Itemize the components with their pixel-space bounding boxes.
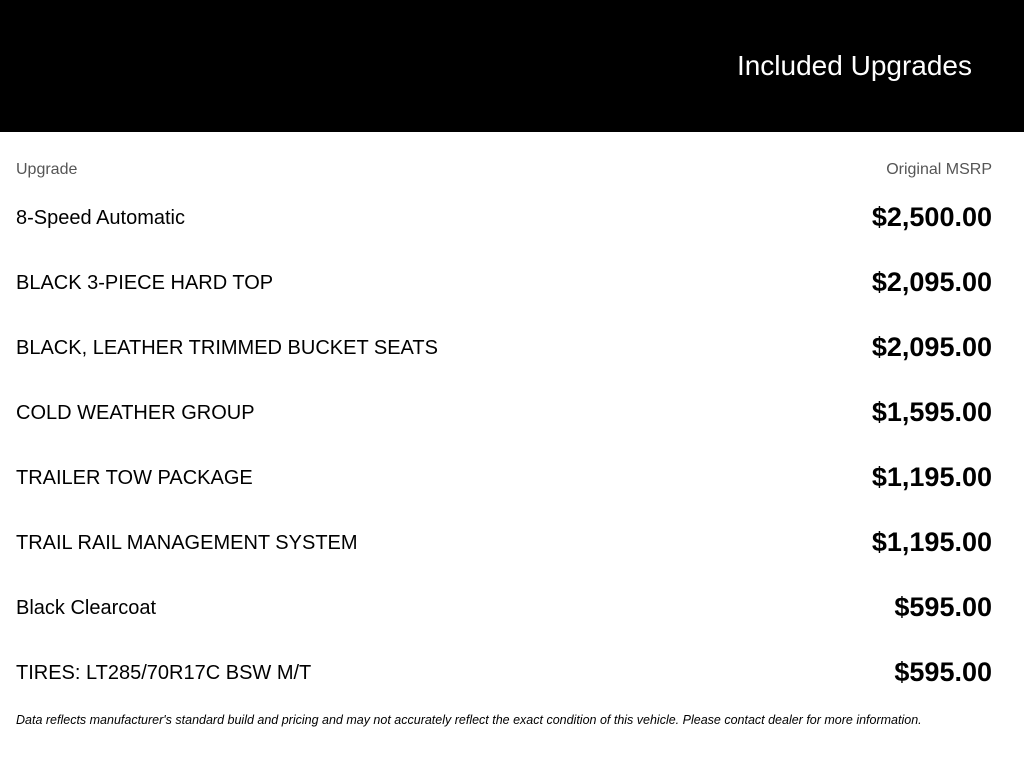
upgrade-name: TRAILER TOW PACKAGE [16, 467, 253, 489]
upgrade-name: BLACK, LEATHER TRIMMED BUCKET SEATS [16, 337, 438, 359]
upgrade-row [16, 250, 992, 315]
upgrade-row [16, 575, 992, 640]
upgrade-row [16, 185, 992, 250]
column-headers [16, 160, 992, 180]
upgrade-row [16, 640, 992, 705]
upgrade-name: COLD WEATHER GROUP [16, 402, 255, 424]
upgrade-price: $1,195.00 [871, 462, 992, 492]
upgrade-price: $595.00 [894, 592, 992, 622]
header-banner [0, 0, 1024, 132]
column-header-original-msrp: Original MSRP [886, 161, 992, 178]
column-header-upgrade: Upgrade [16, 161, 78, 178]
upgrade-name: BLACK 3-PIECE HARD TOP [16, 272, 274, 294]
upgrade-row [16, 445, 992, 510]
upgrade-price: $1,195.00 [871, 527, 992, 557]
upgrade-price: $595.00 [894, 657, 992, 687]
upgrade-row [16, 380, 992, 445]
upgrade-price: $1,595.00 [871, 397, 992, 427]
upgrade-price: $2,095.00 [871, 332, 992, 362]
upgrade-name: TRAIL RAIL MANAGEMENT SYSTEM [16, 532, 358, 554]
upgrade-price: $2,095.00 [871, 267, 992, 297]
upgrade-name: Black Clearcoat [16, 597, 157, 619]
upgrades-list [16, 185, 992, 705]
upgrade-row [16, 510, 992, 575]
upgrade-price: $2,500.00 [871, 202, 992, 232]
page-title: Included Upgrades [736, 50, 972, 81]
disclaimer-text: Data reflects manufacturer's standard build and pricing and may not accurately reflect the exact condition of this vehicle. Please contact dealer for more information. [16, 713, 922, 727]
upgrade-row [16, 315, 992, 380]
upgrade-name: TIRES: LT285/70R17C BSW M/T [16, 662, 312, 684]
upgrade-name: 8-Speed Automatic [16, 207, 185, 229]
